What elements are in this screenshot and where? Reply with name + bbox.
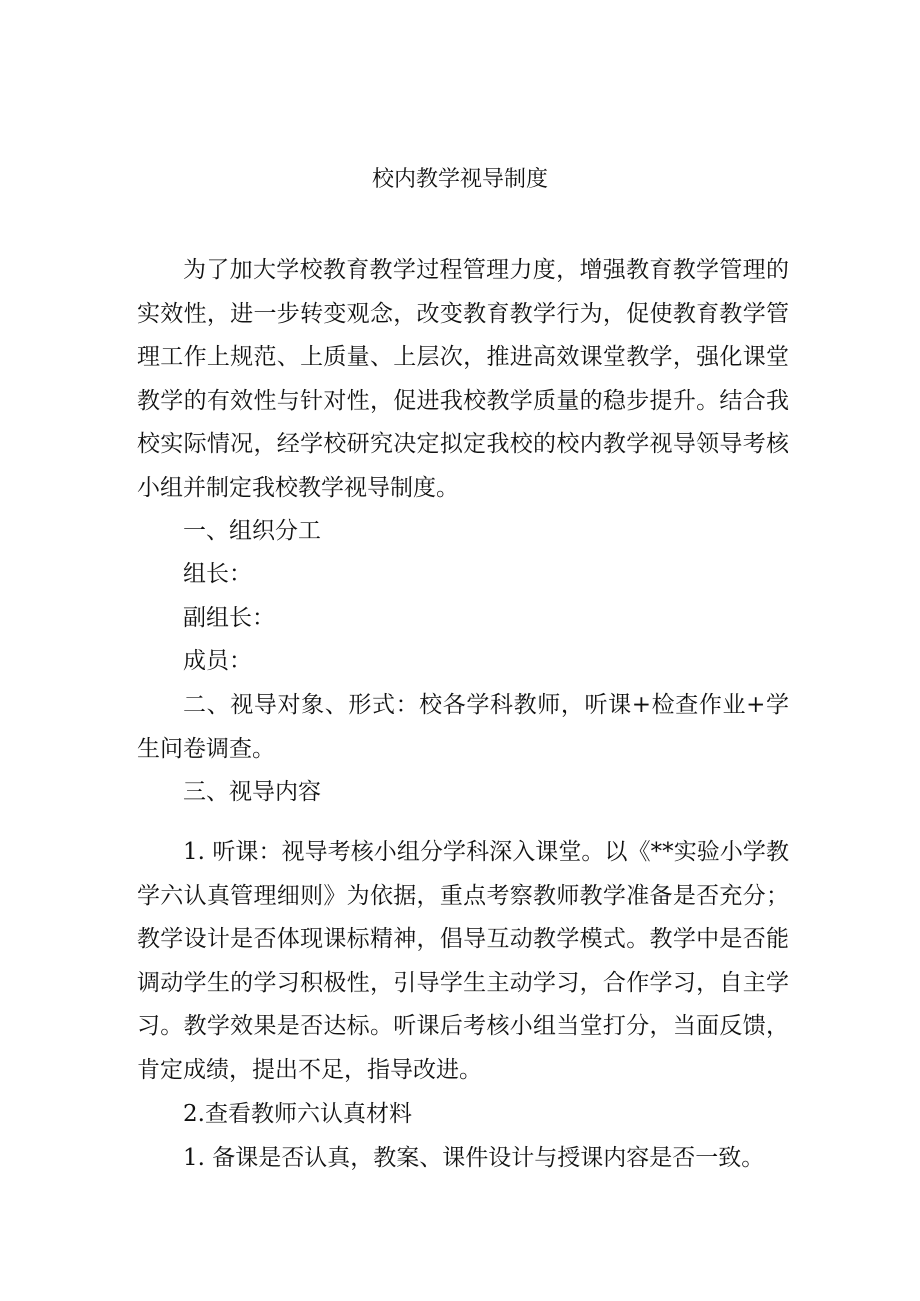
- item-check-materials: 2.查看教师六认真材料: [183, 1101, 412, 1127]
- members-line: 成员：: [183, 648, 252, 674]
- intro-paragraph: 为了加大学校教育教学过程管理力度，增强教育教学管理的实效性，进一步转变观念，改变教育教学行为，促使教育教学管理工作上规范、上质量、上层次，推进高效课堂教学，强化课堂教学的有效性与针对性，促进我校教学质量的稳步提升。结合我校实际情况，经学校研究决定拟定我校的校内教学视导领导考核小组并制定我校教学视导制度。: [137, 257, 789, 501]
- vice-leader-line: 副组长：: [183, 605, 275, 631]
- document-title: 校内教学视导制度: [371, 167, 548, 192]
- leader-line: 组长：: [183, 561, 252, 587]
- item-lesson-observation: 1. 听课：视导考核小组分学科深入课堂。以《**实验小学教学六认真管理细则》为依据，重点考察教师教学准备是否充分；教学设计是否体现课标精神，倡导互动教学模式。教学中是否能调动学生的学习积极性，引导学生主动学习，合作学习，自主学习。教学效果是否达标。听课后考核小组当堂打分，当面反馈，肯定成绩，提出不足，指导改进。: [137, 839, 789, 1083]
- section-heading-organization: 一、组织分工: [183, 518, 321, 544]
- section-heading-content: 三、视导内容: [183, 779, 321, 805]
- section-supervision-targets: 二、视导对象、形式：校各学科教师，听课+检查作业+学生问卷调查。: [137, 692, 789, 762]
- item-lesson-prep: 1. 备课是否认真，教案、课件设计与授课内容是否一致。: [183, 1145, 765, 1171]
